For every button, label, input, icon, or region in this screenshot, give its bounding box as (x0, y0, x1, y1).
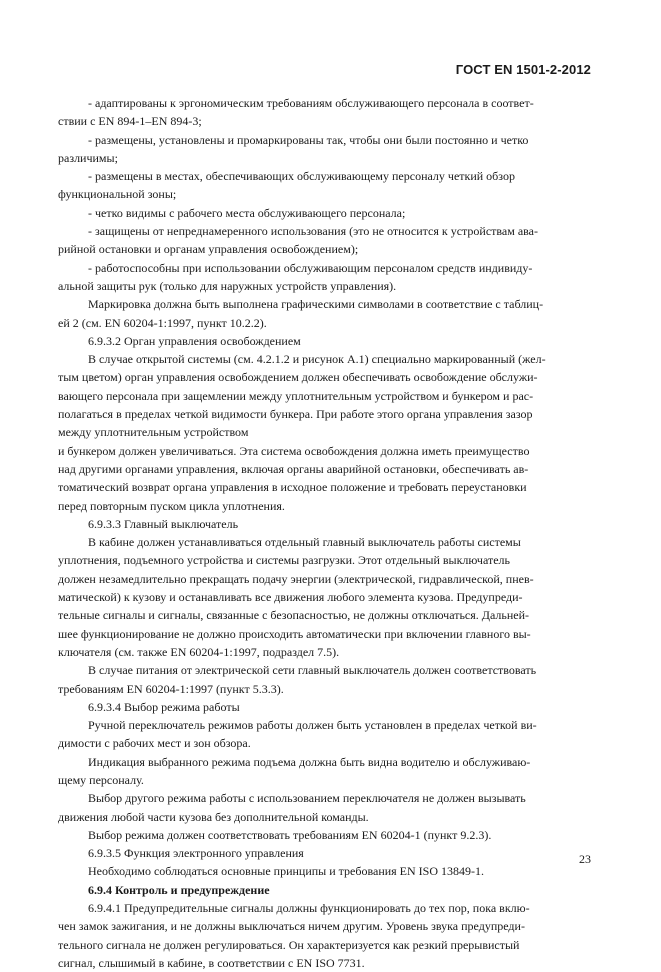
text-line: - работоспособны при использовании обслуживающим персоналом средств индивиду- (88, 260, 533, 275)
text-line: ствии с EN 894-1–EN 894-3; (58, 114, 202, 129)
text-line: между уплотнительным устройством (58, 425, 249, 440)
text-line: шее функционирование не должно происходить автоматически при включении главного вы- (58, 626, 531, 641)
section-heading: 6.9.4 Контроль и предупреждение (88, 882, 270, 897)
text-line: тым цветом) орган управления освобождением должен обеспечивать освобождение обслужи- (58, 370, 538, 385)
text-line: - адаптированы к эргономическим требованиям обслуживающего персонала в соответ- (88, 96, 534, 110)
text-line: над другими органами управления, включая органы аварийной остановки, обеспечивать ав- (58, 461, 529, 476)
text-line: - защищены от непреднамеренного использования (это не относится к устройствам ава- (88, 224, 538, 239)
text-line: 6.9.4.1 Предупредительные сигналы должны функционировать до тех пор, пока вклю- (88, 901, 530, 916)
text-line: димости с рабочих мест и зон обзора. (58, 736, 251, 751)
text-line: тельного сигнала не должен регулироваться. Он характеризуется как резкий прерывистый (58, 937, 520, 952)
text-line: 6.9.3.3 Главный выключатель (88, 516, 239, 531)
text-line: чен замок зажигания, и не должны выключаться ничем другим. Уровень звука предупреди- (58, 919, 525, 934)
document-body (58, 94, 591, 972)
text-line: Индикация выбранного режима подъема должна быть видна водителю и обслуживаю- (88, 754, 531, 769)
text-line: - размещены, установлены и промаркированы так, чтобы они были постоянно и четко (88, 132, 529, 147)
text-line: требованиям EN 60204-1:1997 (пункт 5.3.3). (58, 681, 284, 696)
text-line: щему персоналу. (58, 772, 144, 787)
text-line: - размещены в местах, обеспечивающих обслуживающему персоналу четкий обзор (88, 169, 515, 184)
text-line: тельные сигналы и сигналы, связанные с безопасностью, не должны отключаться. Дальней- (58, 608, 530, 623)
text-line: Выбор режима должен соответствовать требованиям EN 60204-1 (пункт 9.2.3). (88, 827, 492, 842)
text-line: Выбор другого режима работы с использованием переключателя не должен вызывать (88, 791, 526, 806)
text-line: В случае питания от электрической сети главный выключатель должен соответствовать (88, 663, 537, 678)
page-number: 23 (579, 852, 591, 866)
text-line: сигнал, слышимый в кабине, в соответствии с EN ISO 7731. (58, 955, 365, 970)
text-line: полагаться в пределах четкой видимости бункера. При работе этого органа управления зазор (58, 407, 533, 422)
text-line: томатический возврат органа управления в исходное положение и требовать переустановки (58, 480, 527, 495)
text-line: вающего персонала при защемлении между уплотнительным устройством и бункером и рас- (58, 388, 534, 403)
text-line: функциональной зоны; (58, 187, 177, 202)
text-line: 6.9.3.5 Функция электронного управления (88, 846, 304, 861)
text-line: Ручной переключатель режимов работы должен быть установлен в пределах четкой ви- (88, 718, 537, 733)
text-line: должен незамедлительно прекращать подачу энергии (электрической, гидравлической, пнев- (58, 571, 534, 586)
text-line: различимы; (58, 150, 118, 165)
text-line: перед повторным пуском цикла уплотнения. (58, 498, 285, 513)
text-line: матической) к кузову и останавливать все движения любого элемента кузова. Предупреди- (58, 590, 523, 605)
text-line: ключателя (см. также EN 60204-1:1997, подраздел 7.5). (58, 644, 340, 659)
text-line: 6.9.3.4 Выбор режима работы (88, 699, 240, 714)
text-line: В случае открытой системы (см. 4.2.1.2 и рисунок А.1) специально маркированный (жел- (88, 352, 546, 367)
text-line: альной защиты рук (только для наружных устройств управления). (58, 278, 397, 293)
text-line: движения любой части кузова без дополнительной команды. (58, 809, 369, 824)
text-line: - четко видимы с рабочего места обслуживающего персонала; (88, 205, 406, 220)
text-line: уплотнения, подъемного устройства и системы разгрузки. Этот отдельный выключатель (58, 553, 511, 568)
text-line: ей 2 (см. EN 60204-1:1997, пункт 10.2.2). (58, 315, 267, 330)
text-line: 6.9.3.2 Орган управления освобождением (88, 333, 301, 348)
text-line: В кабине должен устанавливаться отдельный главный выключатель работы системы (88, 535, 521, 550)
text-line: рийной остановки и органам управления освобождением); (58, 242, 359, 257)
text-line: Необходимо соблюдаться основные принципы и требования EN ISO 13849-1. (88, 864, 485, 879)
document-header: ГОСТ EN 1501-2-2012 (455, 62, 591, 77)
text-line: и бункером должен увеличиваться. Эта система освобождения должна иметь преимущество (58, 443, 530, 458)
text-line: Маркировка должна быть выполнена графическими символами в соответствие с таблиц- (88, 297, 544, 312)
